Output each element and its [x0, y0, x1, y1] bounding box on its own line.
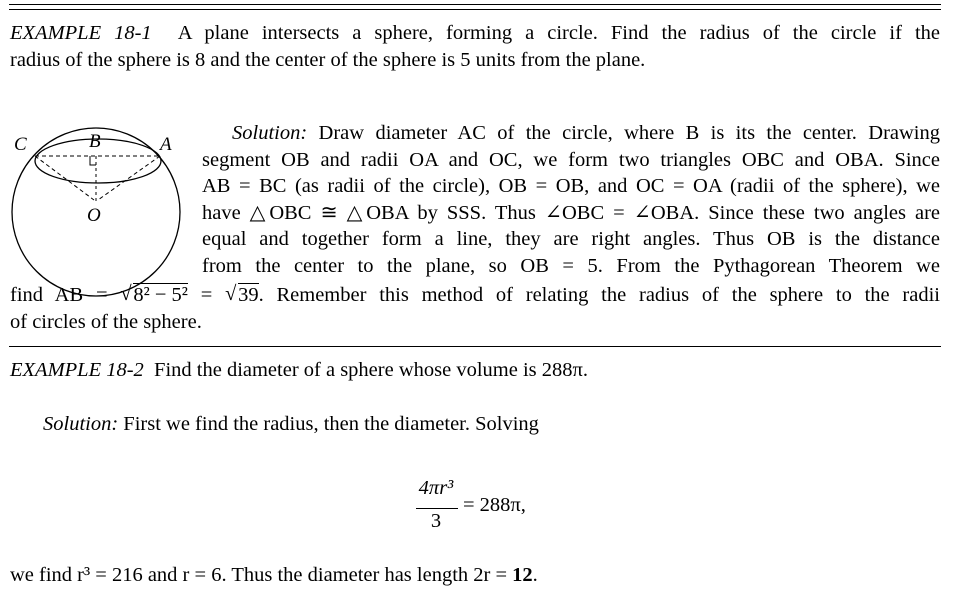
solution-line-7: [10, 282, 940, 309]
radicand-2: 39: [238, 284, 259, 306]
solution-text: First we find the radius, then the diameter. Solving: [118, 413, 539, 435]
volume-equation: [414, 475, 554, 535]
solution-line-4: have △OBC ≅ △OBA by SSS. Thus ∠OBC = ∠OBA. Since these two angles are: [202, 201, 940, 224]
solution-text-1: Draw diameter AC of the circle, where B is its the center. Drawing: [307, 122, 940, 144]
label-b: B: [89, 131, 101, 152]
conclusion-period: .: [532, 564, 538, 586]
radicand-1: 8² − 5²: [133, 284, 188, 306]
solution-line-8: of circles of the sphere.: [10, 310, 202, 333]
fraction-numerator: 4πr³: [418, 477, 454, 499]
solution-lead: Solution:: [232, 122, 308, 144]
example-18-1-line-2: radius of the sphere is 8 and the center of the sphere is 5 units from the plane.: [10, 48, 646, 71]
solution-lead: Solution:: [43, 413, 119, 435]
solution-line-1: [202, 120, 940, 147]
top-rule-thick: [9, 4, 941, 5]
solution-text-7b: =: [187, 284, 226, 306]
label-c: C: [14, 134, 27, 155]
conclusion-text: we find r³ = 216 and r = 6. Thus the diameter has length 2r =: [10, 564, 513, 586]
conclusion: [10, 562, 940, 589]
solution-line-2: segment OB and radii OA and OC, we form two triangles OBC and OBA. Since: [202, 148, 940, 171]
solution-line-6: from the center to the plane, so OB = 5. From the Pythagorean Theorem we: [202, 254, 940, 277]
solution-18-1-continued: [10, 282, 940, 335]
solution-18-2: [43, 411, 940, 438]
sphere-diagram: [6, 120, 196, 302]
example-label: EXAMPLE 18-2: [10, 359, 144, 381]
sqrt-expression-1: √ 8² − 5²: [120, 283, 188, 306]
example-label: EXAMPLE 18-1: [10, 22, 152, 44]
problem-text: A plane intersects a sphere, forming a circle. Find the radius of the circle if the: [177, 22, 940, 44]
answer-value: 12: [512, 564, 533, 586]
example-18-1-line-1: [10, 20, 940, 47]
example-18-1: [10, 20, 940, 73]
fraction-denominator: 3: [430, 510, 442, 532]
right-angle-mark: [90, 156, 96, 165]
label-a: A: [160, 134, 172, 155]
solution-text-7c: . Remember this method of relating the radius of the sphere to the radii: [258, 284, 941, 306]
solution-text-7a: find AB =: [10, 284, 121, 306]
radius-oa: [98, 156, 160, 200]
radius-oc: [35, 156, 94, 200]
problem-text: Find the diameter of a sphere whose volume is 288π.: [154, 359, 588, 381]
sqrt-expression-2: √ 39: [225, 283, 259, 306]
equation-rhs: = 288π,: [463, 494, 526, 516]
section-divider: [9, 346, 941, 347]
conclusion-line: [10, 562, 940, 589]
label-o: O: [87, 205, 101, 226]
solution-line-5: equal and together form a line, they are right angles. Thus OB is the distance: [202, 228, 940, 250]
example-18-2: [10, 357, 940, 384]
solution-18-1: [202, 120, 940, 279]
solution-line-3: AB = BC (as radii of the circle), OB = OB, and OC = OA (radii of the sphere), we: [202, 175, 940, 197]
sphere-figure: [6, 120, 196, 302]
solution-18-2-line: [43, 411, 940, 438]
example-18-2-line: [10, 357, 940, 384]
top-rule-thin: [9, 9, 941, 10]
